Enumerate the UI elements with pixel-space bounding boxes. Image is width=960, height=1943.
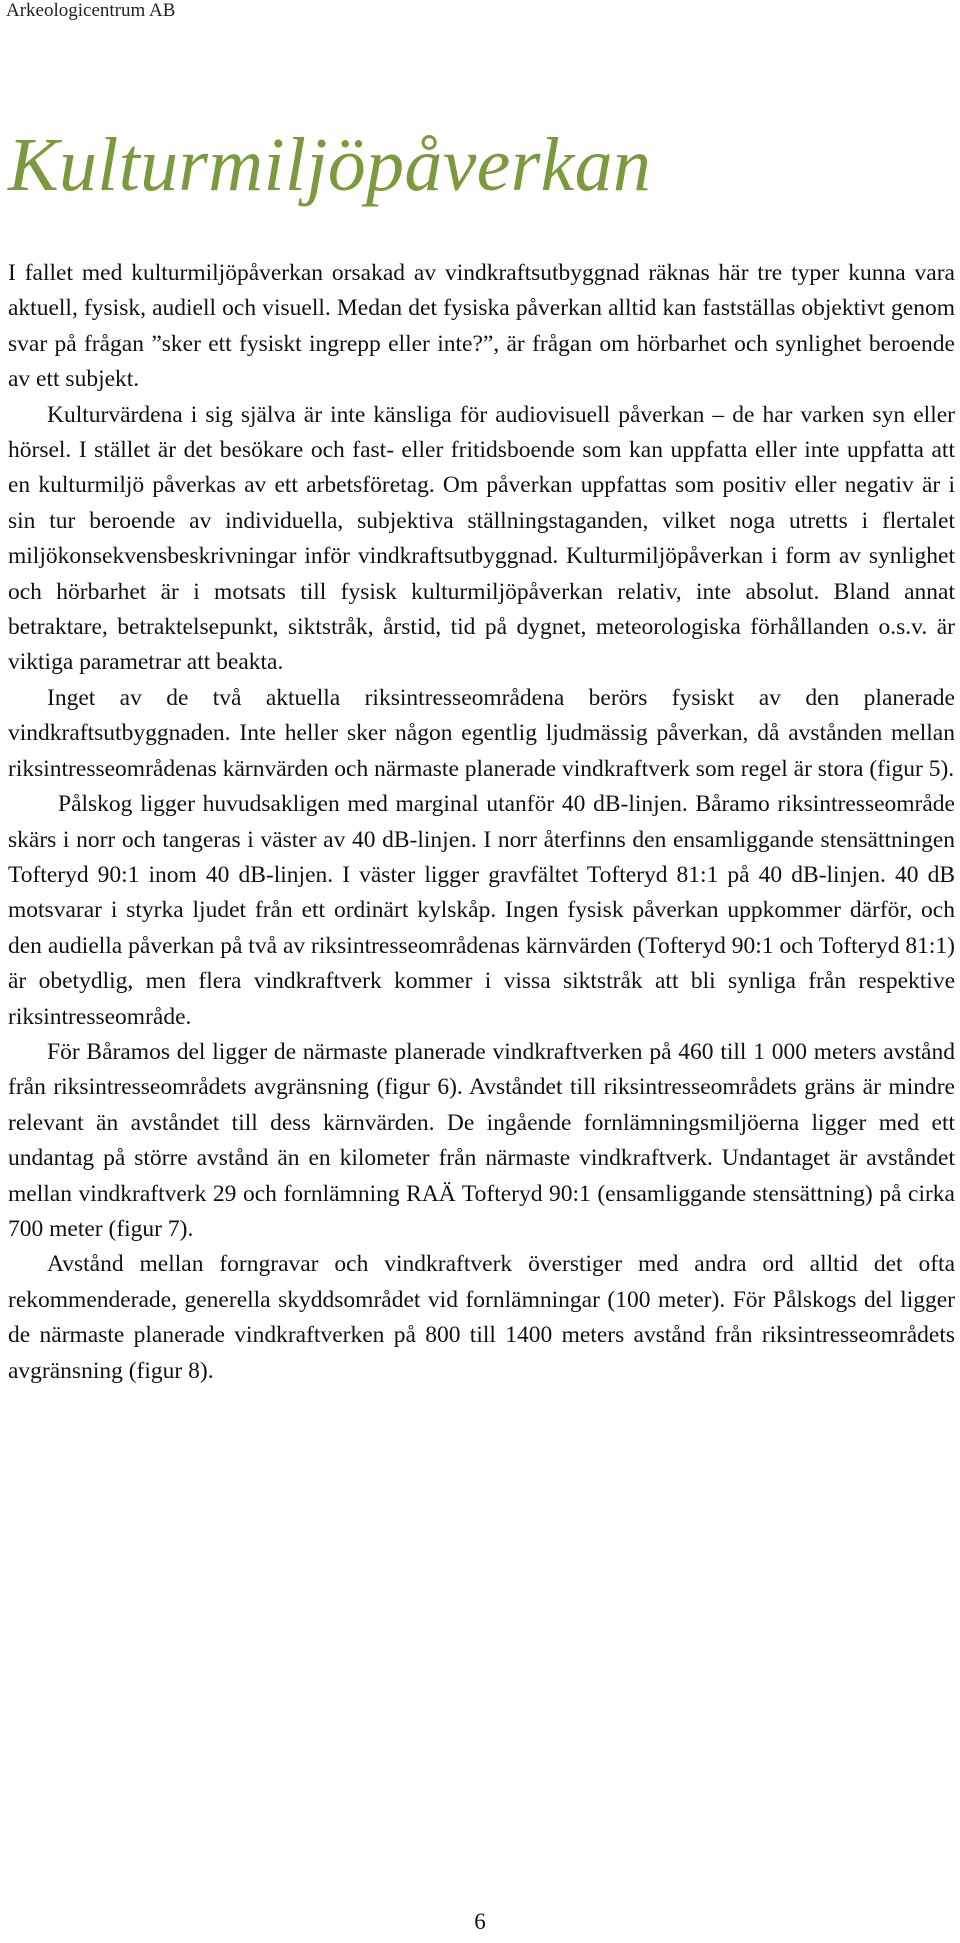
body-text (8, 256, 955, 1389)
page-number: 6 (474, 1909, 486, 1934)
paragraph-1: I fallet med kulturmiljöpåverkan orsakad av vindkraftsutbyggnad räknas här tre typer kunna vara aktuell, fysisk, audiell och visuell. Medan det fysiska påverkan alltid kan fastställas objektivt genom svar på frågan ”sker ett fysiskt ingrepp eller inte?”, är frågan om hörbarhet och synlighet beroende av ett subjekt. (8, 260, 955, 393)
paragraph-5: För Båramos del ligger de närmaste planerade vindkraftverken på 460 till 1 000 meters avstånd från riksintresseområdets avgränsning (figur 6). Avståndet till riksintresseområdets gräns är mindre relevant än avståndet till dess kärnvärden. De ingående fornlämningsmiljöerna ligger med ett undantag på större avstånd än en kilometer från närmaste vindkraftverk. Undantaget är avståndet mellan vindkraftverk 29 och fornlämning RAÄ Tofteryd 90:1 (ensamliggande stensättning) på cirka 700 meter (figur 7). (8, 1038, 955, 1242)
paragraph-2: Kulturvärdena i sig själva är inte känsliga för audiovisuell påverkan – de har varken syn eller hörsel. I stället är det besökare och fast- eller fritidsboende som kan uppfatta eller inte uppfatta att en kulturmiljö påverkas av ett arbetsföretag. Om påverkan uppfattas som positiv eller negativ är i sin tur beroende av individuella, subjektiva ställningstaganden, vilket noga utretts i flertalet miljökonsekvensbeskrivningar inför vindkraftsutbyggnad. Kulturmiljöpåverkan i form av synlighet och hörbarhet är i motsats till fysisk kulturmiljöpåverkan relativ, inte absolut. Bland annat betraktare, betraktelsepunkt, siktstråk, årstid, tid på dygnet, meteorologiska förhållanden o.s.v. är viktiga parametrar att beakta. (8, 401, 955, 676)
running-header: Arkeologicentrum AB (6, 0, 176, 21)
paragraph-6: Avstånd mellan forngravar och vindkraftverk överstiger med andra ord alltid det ofta rekommenderade, generella skyddsområdet vid fornlämningar (100 meter). För Pålskogs del ligger de närmaste planerade vindkraftverken på 800 till 1400 meters avstånd från riksintresseområdets avgränsning (figur 8). (8, 1251, 955, 1384)
paragraph-3: Inget av de två aktuella riksintresseområdena berörs fysiskt av den planerade vindkraftsutbyggnaden. Inte heller sker någon egentlig ljudmässig påverkan, då avstånden mellan riksintresseområdenas kärnvärden och närmaste planerade vindkraftverk som regel är stora (figur 5). (8, 684, 955, 782)
page-title: Kulturmiljöpåverkan (8, 123, 652, 207)
paragraph-4: Pålskog ligger huvudsakligen med marginal utanför 40 dB-linjen. Båramo riksintresseområde skärs i norr och tangeras i väster av 40 dB-linjen. I norr återfinns den ensamliggande stensättningen Tofteryd 90:1 inom 40 dB-linjen. I väster ligger gravfältet Tofteryd 81:1 på 40 dB-linjen. 40 dB motsvarar i styrka ljudet från ett ordinärt kylskåp. Ingen fysisk påverkan uppkommer därför, och den audiella påverkan på två av riksintresseområdenas kärnvärden (Tofteryd 90:1 och Tofteryd 81:1) är obetydlig, men flera vindkraftverk kommer i vissa siktstråk att bli synliga från respektive riksintresseområde. (8, 791, 955, 1030)
